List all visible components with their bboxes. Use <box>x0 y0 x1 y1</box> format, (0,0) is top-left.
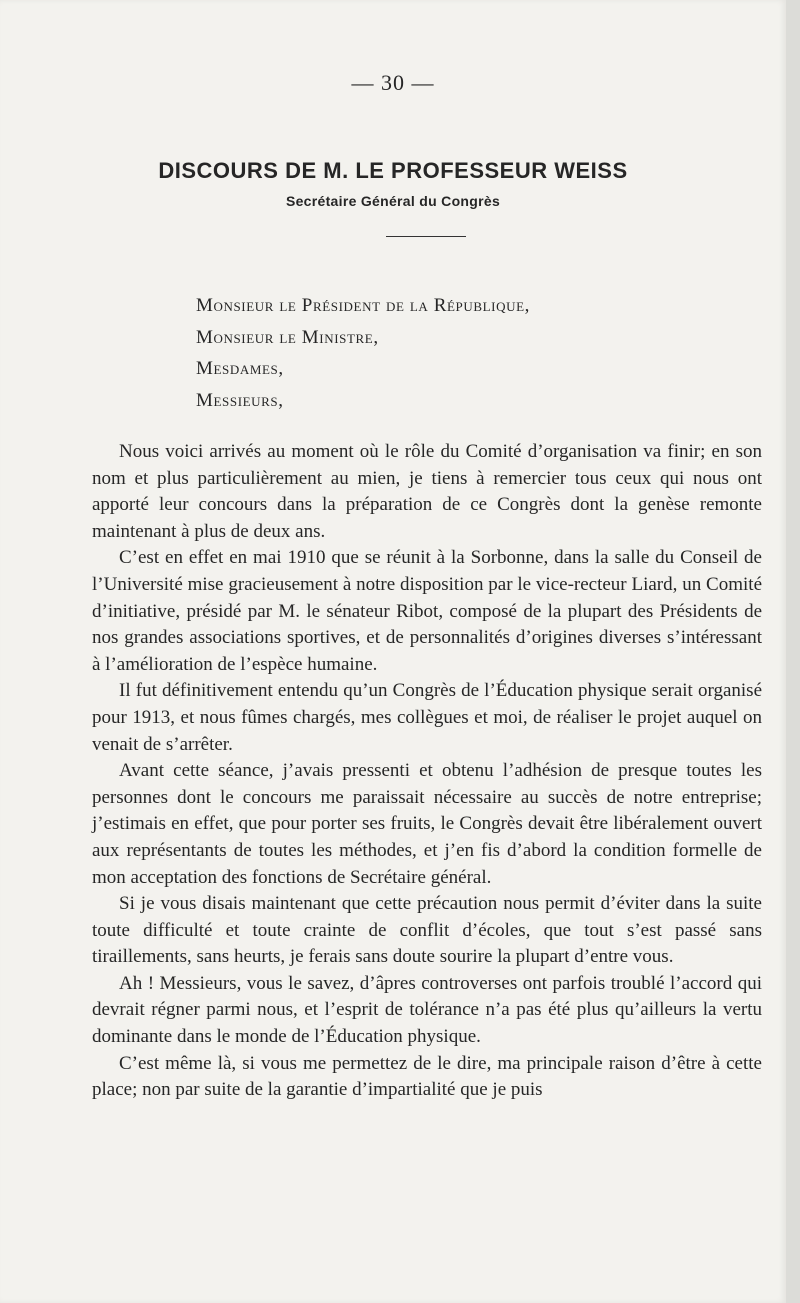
paragraph: Si je vous disais maintenant que cette précaution nous permit d’éviter dans la suite toute difficulté et toute crainte de conflit d’écoles, que tout s’est passé sans tiraillements, sans heurts, je ferais sans doute sourire la plupart d’entre vous. <box>92 893 762 968</box>
paragraph: C’est même là, si vous me permettez de le dire, ma principale raison d’être à cette place; non par suite de la garantie d’impartialité que je puis <box>92 1052 762 1101</box>
speech-title: DISCOURS DE M. LE PROFESSEUR WEISS <box>158 158 628 183</box>
paragraph: Ah ! Messieurs, vous le savez, d’âpres controverses ont parfois troublé l’accord qui devrait régner parmi nous, et l’esprit de tolérance n’a pas été plus qu’ailleurs la vertu dominante dans le monde de l’Éducation physique. <box>92 972 762 1048</box>
page-number: — 30 — <box>351 70 435 95</box>
salutation-minister: Monsieur le Ministre, <box>196 326 379 348</box>
paragraph: Avant cette séance, j’avais pressenti et obtenu l’adhésion de presque toutes les personnes dont le concours me paraissait nécessaire au succès de notre entreprise; j’estimais en effet, que pour porter ses fruits, le Congrès devait être libéralement ouvert aux représentants de toutes les méthodes, et j’en fis d’abord la condition formelle de mon acceptation des fonctions de Secrétaire général. <box>92 760 762 888</box>
paragraph: C’est en effet en mai 1910 que se réunit à la Sorbonne, dans la salle du Conseil de l’Université mise gracieusement à notre disposition par le vice-recteur Liard, un Comité d’initiative, présidé par M. le sénateur Ribot, composé de la plupart des Présidents de nos grandes associations sportives, et de personnalités d’origines diverses s’intéressant à l’amélioration de l’espèce humaine. <box>92 547 762 675</box>
salutation-president: Monsieur le Président de la République, <box>196 295 530 316</box>
title-divider <box>386 236 466 237</box>
paragraph: Il fut définitivement entendu qu’un Congrès de l’Éducation physique serait organisé pour 1913, et nous fûmes chargés, mes collègues et moi, de réaliser le projet auquel on venait de s’arrêter. <box>92 680 762 755</box>
salutation-ladies: Mesdames, <box>196 358 284 379</box>
salutation-gentlemen: Messieurs, <box>196 389 284 411</box>
speech-body <box>92 439 762 1104</box>
paragraph: Nous voici arrivés au moment où le rôle du Comité d’organisation va finir; en son nom et plus particulièrement au mien, je tiens à remercier tous ceux qui nous ont apporté leur concours dans la préparation de ce Congrès dont la genèse remonte maintenant à plus de deux ans. <box>92 441 762 542</box>
speaker-role: Secrétaire Général du Congrès <box>285 193 501 209</box>
salutations <box>196 290 756 416</box>
